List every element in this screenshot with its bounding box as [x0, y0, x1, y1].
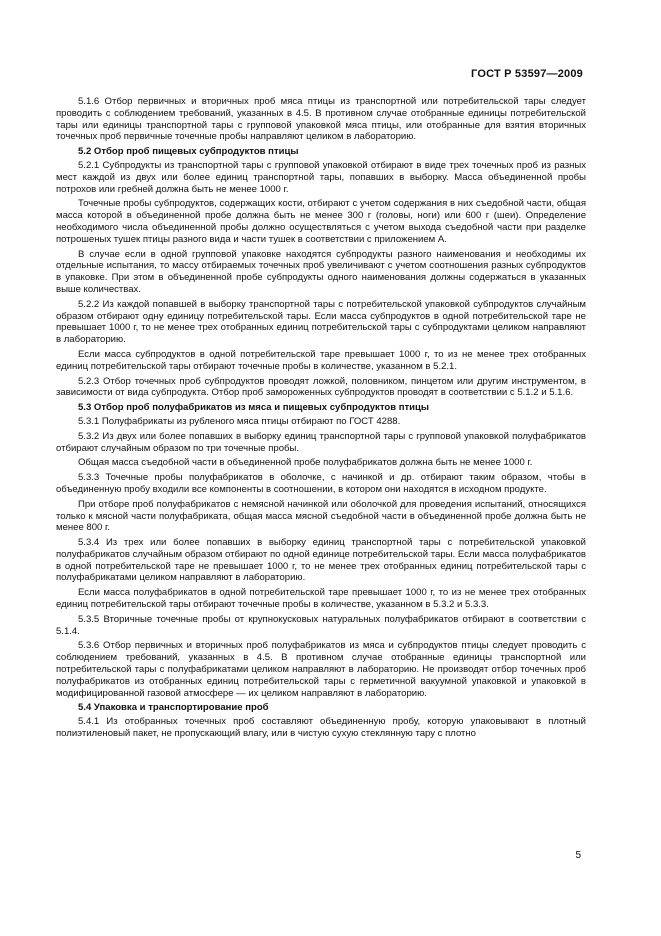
paragraph: 5.3.2 Из двух или более попавших в выборку единиц транспортной тары с групповой упаковкой полуфабрикатов отбирают случайным образом по три точечные пробы. — [56, 430, 586, 454]
paragraph: 5.2.3 Отбор точечных проб субпродуктов проводят ложкой, половником, пинцетом или другим инструментом, в зависимости от вида субпродукта. Отбор проб замороженных субпродуктов проводят в соответствии с 5.1.2 и 5.1.6. — [56, 375, 586, 399]
paragraph: 5.3.4 Из трех или более попавших в выборку единиц транспортной тары с потребительской упаковкой полуфабрикатов случайным образом отбирают по одной единице потребительской тары. Если масса полуфабрикатов в одной потребительской таре не превышает 1000 г, то не менее трех отобранных единиц потребительской тары с полуфабрикатами целиком направляют в лабораторию. — [56, 537, 586, 584]
paragraph: Общая масса съедобной части в объединенной пробе полуфабрикатов должна быть не менее 1000 г. — [78, 457, 533, 469]
document-header: ГОСТ Р 53597—2009 — [471, 68, 583, 80]
section-heading: 5.2 Отбор проб пищевых субпродуктов птицы — [78, 146, 299, 158]
paragraph: При отборе проб полуфабрикатов с немясной начинкой или оболочкой для проведения испытаний, относящихся только к мясной части полуфабриката, общая масса мясной съедобной части в объединенной пробе должна быть не менее 800 г. — [56, 498, 586, 534]
paragraph: Если масса субпродуктов в одной потребительской таре превышает 1000 г, то из не менее трех отобранных единиц потребительской тары отбирают точечные пробы в количестве, указанном в 5.2.1. — [56, 348, 586, 372]
paragraph: 5.3.6 Отбор первичных и вторичных проб полуфабрикатов из мяса и субпродуктов птицы следует проводить с соблюдением требований, указанных в 4.5. В противном случае отобранные единицы транспортной или потребительской тары с полуфабрикатами целиком направляют в лабораторию. Не производят отбор точечных проб полуфабрикатов из отобранных единиц потребительской тары с герметичной вакуумной упаковкой и упаковкой в модифицированной газовой атмосфере — их целиком направляют в лабораторию. — [56, 640, 586, 699]
section-heading: 5.3 Отбор проб полуфабрикатов из мяса и пищевых субпродуктов птицы — [78, 402, 430, 414]
paragraph: Если масса полуфабрикатов в одной потребительской таре превышает 1000 г, то из не менее трех отобранных единиц потребительской тары отбирают точечные пробы в количестве, указанном в 5.3.2 и 5.3.3. — [56, 587, 586, 611]
paragraph: 5.4.1 Из отобранных точечных проб составляют объединенную пробу, которую упаковывают в плотный полиэтиленовый пакет, не пропускающий влагу, или в чистую сухую стеклянную тару с плотно — [56, 716, 586, 740]
document-body — [56, 96, 586, 743]
section-heading: 5.4 Упаковка и транспортирование проб — [78, 702, 269, 714]
paragraph: 5.3.5 Вторичные точечные пробы от крупнокусковых натуральных полуфабрикатов отбирают в соответствии с 5.1.4. — [56, 613, 586, 637]
paragraph: Точечные пробы субпродуктов, содержащих кости, отбирают с учетом содержания в них съедобной части, общая масса которой в объединенной пробе должна быть не менее 300 г (головы, ноги) или 600 г (шеи). Определение необходимого числа объединенной пробы должно осуществляться с учетом выхода съедобной части при разделке потрошеных тушек птицы разного вида и части тушек в соответствии с приложением А. — [56, 198, 586, 245]
paragraph: 5.3.1 Полуфабрикаты из рубленого мяса птицы отбирают по ГОСТ 4288. — [78, 415, 401, 427]
paragraph: В случае если в одной групповой упаковке находятся субпродукты разного наименования и необходимы их отдельные испытания, то массу отбираемых точечных проб увеличивают с учетом соотношения разных субпродуктов в упаковке. При этом в объединенной пробе субпродукты одного наименования должны содержаться в указанных выше количествах. — [56, 248, 586, 295]
page-number: 5 — [575, 850, 581, 861]
paragraph: 5.3.3 Точечные пробы полуфабрикатов в оболочке, с начинкой и др. отбирают таким образом, чтобы в объединенную пробу входили все компоненты в соотношении, в котором они находятся в исходном продукте. — [56, 472, 586, 495]
paragraph: 5.2.2 Из каждой попавшей в выборку транспортной тары с потребительской упаковкой субпродуктов случайным образом отбирают одну единицу потребительской тары. Если масса субпродуктов в одной потребительской таре не превышает 1000 г, то не менее трех отобранных единиц потребительской тары с субпродуктами целиком направляют в лабораторию. — [56, 298, 586, 346]
paragraph: 5.1.6 Отбор первичных и вторичных проб мяса птицы из транспортной или потребительской тары следует проводить с соблюдением требований, указанных в 4.5. В противном случае отобранные единицы потребительской тары или единицы транспортной тары с групповой упаковкой мяса птицы, или отобранные для взятия вторичных точечных проб первичные точечные пробы направляют целиком в лабораторию. — [56, 96, 586, 143]
paragraph: 5.2.1 Субпродукты из транспортной тары с групповой упаковкой отбирают в виде трех точечных проб из разных мест каждой из двух или более единиц транспортной тары, попавших в выборку. Масса объединенной пробы потрохов или гребней должна быть не менее 1000 г. — [56, 159, 586, 195]
